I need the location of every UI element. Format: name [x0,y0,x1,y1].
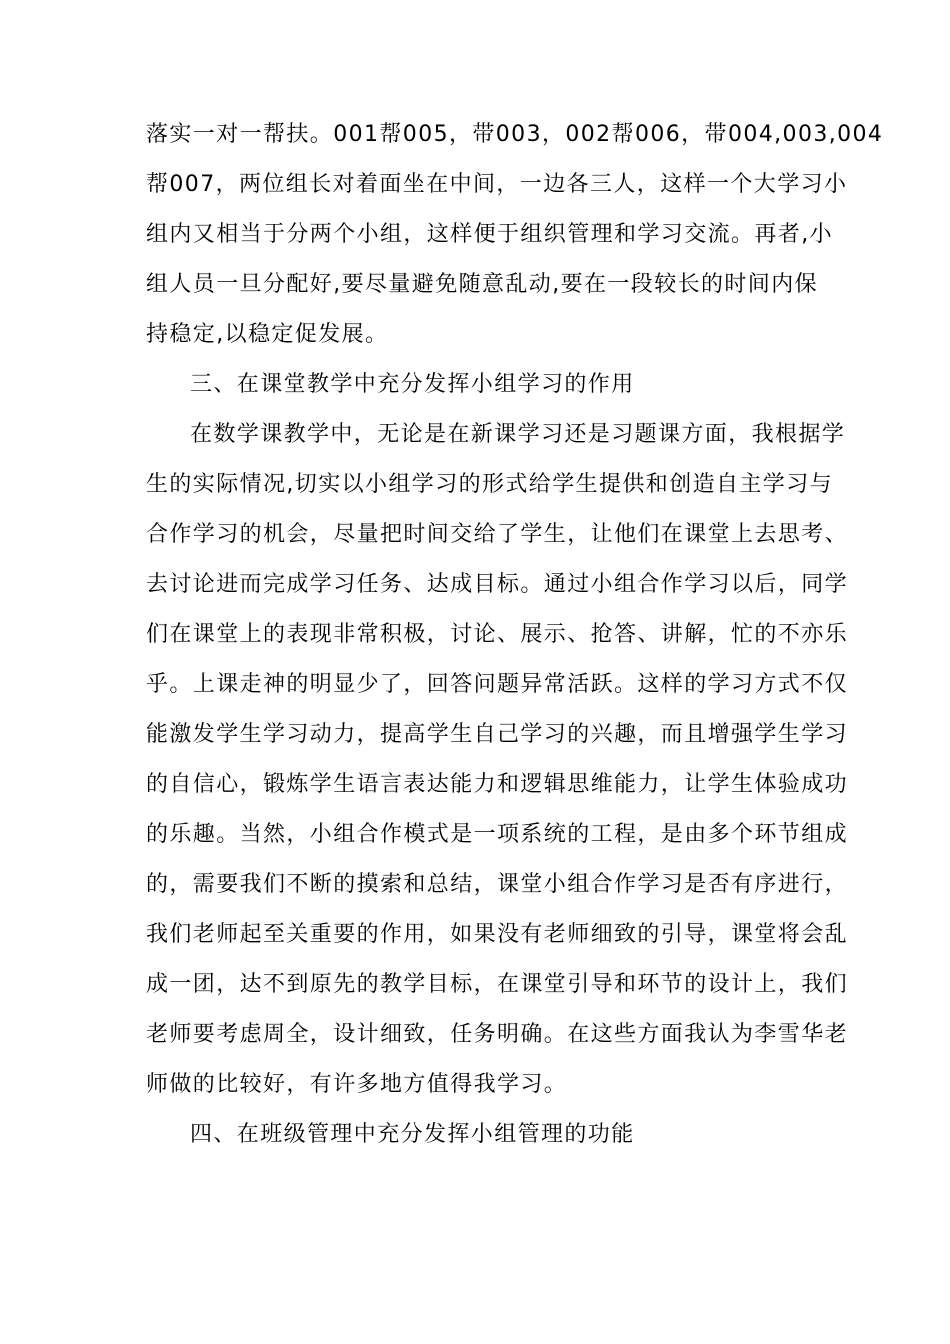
paragraph-2-line-6: 乎。上课走神的明显少了，回答问题异常活跃。这样的学习方式不仅 [146,672,849,697]
paragraph-1-line-3: 组内又相当于分两个小组，这样便于组织管理和学习交流。再者,小 [146,222,833,247]
paragraph-2-line-2: 生的实际情况,切实以小组学习的形式给学生提供和创造自主学习与 [146,472,833,497]
paragraph-1-line-4: 组人员一旦分配好,要尽量避免随意乱动,要在一段较长的时间内保 [146,272,818,297]
paragraph-1-line-5: 持稳定,以稳定促发展。 [146,322,389,347]
paragraph-2-line-4: 去讨论进而完成学习任务、达成目标。通过小组合作学习以后，同学 [146,572,849,597]
paragraph-2-line-13: 老师要考虑周全，设计细致，任务明确。在这些方面我认为李雪华老 [146,1022,849,1047]
paragraph-2-line-11: 我们老师起至关重要的作用，如果没有老师细致的引导，课堂将会乱 [146,922,849,947]
paragraph-2-line-9: 的乐趣。当然，小组合作模式是一项系统的工程，是由多个环节组成 [146,822,849,847]
paragraph-2-line-7: 能激发学生学习动力，提高学生自己学习的兴趣，而且增强学生学习 [146,722,849,747]
paragraph-2-line-12: 成一团，达不到原先的教学目标，在课堂引导和环节的设计上，我们 [146,972,849,997]
paragraph-2-line-14: 师做的比较好，有许多地方值得我学习。 [146,1072,568,1097]
paragraph-1-line-2: 帮007，两位组长对着面坐在中间，一边各三人，这样一个大学习小 [146,172,848,197]
paragraph-2-line-5: 们在课堂上的表现非常积极，讨论、展示、抢答、讲解，忙的不亦乐 [146,622,849,647]
paragraph-2-line-8: 的自信心，锻炼学生语言表达能力和逻辑思维能力，让学生体验成功 [146,772,849,797]
paragraph-2-line-1: 在数学课教学中，无论是在新课学习还是习题课方面，我根据学 [190,422,846,447]
paragraph-2-line-3: 合作学习的机会，尽量把时间交给了学生，让他们在课堂上去思考、 [146,522,849,547]
paragraph-1-line-1: 落实一对一帮扶。001帮005，带003，002帮006，带004,003,004 [146,122,884,147]
section-heading-4: 四、在班级管理中充分发挥小组管理的功能 [190,1122,635,1147]
section-heading-3: 三、在课堂教学中充分发挥小组学习的作用 [190,372,635,397]
paragraph-2-line-10: 的，需要我们不断的摸索和总结，课堂小组合作学习是否有序进行， [146,872,849,897]
